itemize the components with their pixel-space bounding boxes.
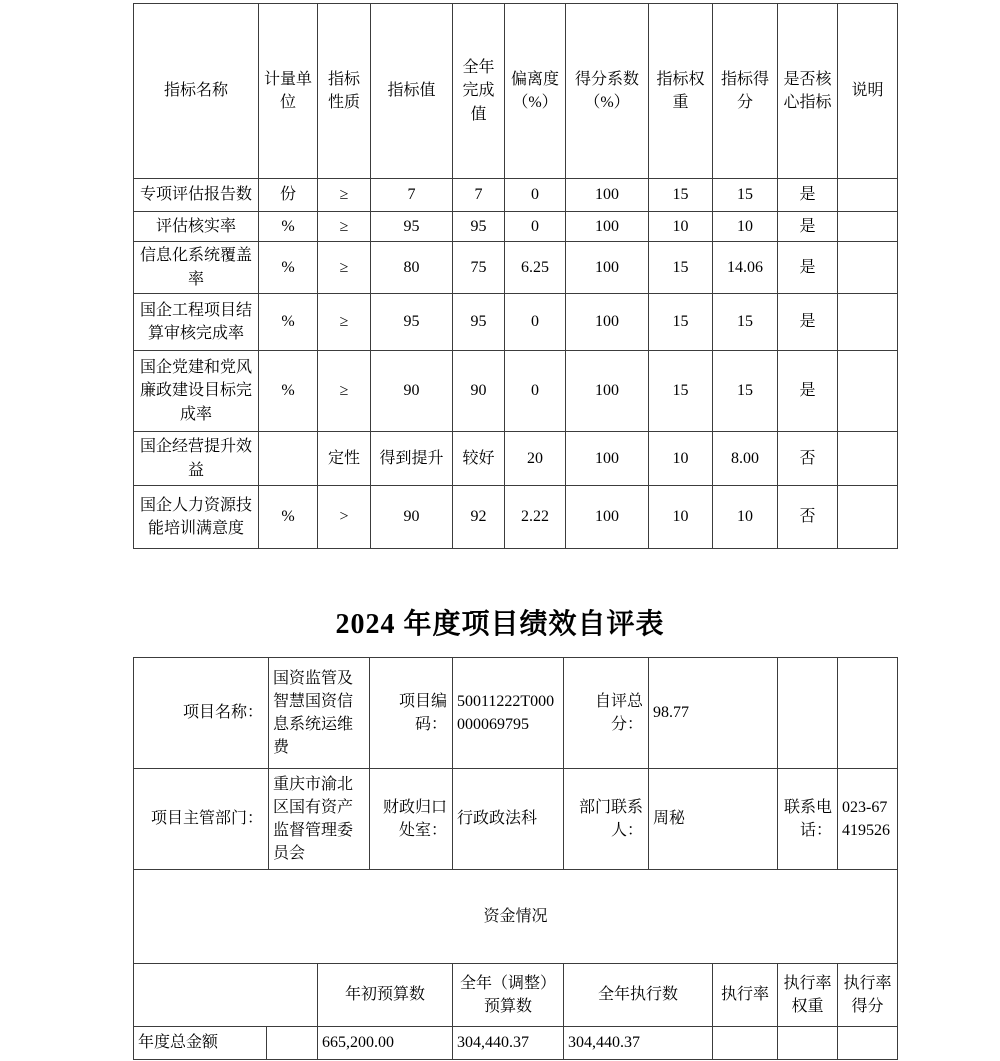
t2-label-cell: 联系电话： xyxy=(778,769,838,870)
t1-cell: 国企经营提升效益 xyxy=(134,432,259,486)
table-row xyxy=(134,1027,898,1060)
table-row xyxy=(134,658,898,769)
t1-header-cell: 是否核心指标 xyxy=(778,4,838,179)
t1-header-cell: 指标值 xyxy=(371,4,453,179)
t1-cell xyxy=(838,212,898,242)
t1-cell: 100 xyxy=(566,179,649,212)
t1-cell: 否 xyxy=(778,486,838,549)
t1-cell: 15 xyxy=(713,179,778,212)
t1-cell: 14.06 xyxy=(713,242,778,294)
t1-cell: 国企党建和党风廉政建设目标完成率 xyxy=(134,351,259,432)
t2-value-cell: 行政政法科 xyxy=(453,769,564,870)
funding-header-cell: 年初预算数 xyxy=(318,964,453,1027)
total-amount-label: 年度总金额 xyxy=(134,1027,267,1060)
t1-cell: 100 xyxy=(566,351,649,432)
table-row xyxy=(134,870,898,964)
project-info-table xyxy=(133,657,898,870)
t1-header-cell: 得分系数（%） xyxy=(566,4,649,179)
funding-header-cell: 全年（调整）预算数 xyxy=(453,964,564,1027)
t2-label-cell: 财政归口处室： xyxy=(370,769,453,870)
t1-cell: 10 xyxy=(713,212,778,242)
funding-cell xyxy=(267,1027,318,1060)
t1-cell: 15 xyxy=(713,351,778,432)
t1-cell: 专项评估报告数 xyxy=(134,179,259,212)
funding-cell xyxy=(838,1027,898,1060)
t1-cell: 0 xyxy=(505,294,566,351)
t1-cell: 15 xyxy=(649,294,713,351)
t1-cell: % xyxy=(259,212,318,242)
t1-cell: 90 xyxy=(371,486,453,549)
t1-cell: 75 xyxy=(453,242,505,294)
table-row xyxy=(134,294,898,351)
t1-cell: 国企工程项目结算审核完成率 xyxy=(134,294,259,351)
t1-cell: 是 xyxy=(778,294,838,351)
t1-header-cell: 全年完成值 xyxy=(453,4,505,179)
funding-header-cell: 全年执行数 xyxy=(564,964,713,1027)
t1-cell: % xyxy=(259,294,318,351)
t1-cell: % xyxy=(259,486,318,549)
t1-cell: 80 xyxy=(371,242,453,294)
t1-cell: 10 xyxy=(713,486,778,549)
table-row xyxy=(134,432,898,486)
indicator-table-wrap xyxy=(133,3,898,549)
t1-cell: 100 xyxy=(566,486,649,549)
table-row xyxy=(134,4,898,179)
title-wrap xyxy=(0,602,1000,642)
t1-cell: 份 xyxy=(259,179,318,212)
table-row xyxy=(134,486,898,549)
t1-header-cell: 偏离度（%） xyxy=(505,4,566,179)
t1-cell: 2.22 xyxy=(505,486,566,549)
t1-cell: 15 xyxy=(649,242,713,294)
t2-label-cell: 部门联系人： xyxy=(564,769,649,870)
t1-cell: 评估核实率 xyxy=(134,212,259,242)
t2-empty-cell xyxy=(778,658,838,769)
t2-value-cell: 周秘 xyxy=(649,769,778,870)
t1-cell: 10 xyxy=(649,486,713,549)
table-row xyxy=(134,769,898,870)
t1-cell: 定性 xyxy=(318,432,371,486)
funding-cell: 304,440.37 xyxy=(564,1027,713,1060)
t1-cell: 100 xyxy=(566,432,649,486)
t2-label-cell: 项目编码： xyxy=(370,658,453,769)
t1-cell: 0 xyxy=(505,179,566,212)
t1-cell: 信息化系统覆盖率 xyxy=(134,242,259,294)
t1-cell: 较好 xyxy=(453,432,505,486)
t1-cell: 6.25 xyxy=(505,242,566,294)
t2-value-cell: 50011222T000000069795 xyxy=(453,658,564,769)
project-table-wrap xyxy=(133,657,898,1060)
t1-cell: 90 xyxy=(371,351,453,432)
table-row xyxy=(134,242,898,294)
t1-cell: 90 xyxy=(453,351,505,432)
t1-cell xyxy=(838,294,898,351)
t2-empty-cell xyxy=(838,658,898,769)
t1-cell: 10 xyxy=(649,432,713,486)
t1-cell: 10 xyxy=(649,212,713,242)
t1-cell: 100 xyxy=(566,212,649,242)
t1-cell xyxy=(838,242,898,294)
t1-cell: 是 xyxy=(778,242,838,294)
t1-cell: 95 xyxy=(371,294,453,351)
funding-header-cell: 执行率 xyxy=(713,964,778,1027)
table-row xyxy=(134,212,898,242)
t1-cell: 100 xyxy=(566,242,649,294)
t2-value-cell: 国资监管及智慧国资信息系统运维费 xyxy=(269,658,370,769)
t1-cell: 否 xyxy=(778,432,838,486)
t2-label-cell: 项目名称： xyxy=(134,658,269,769)
funding-header-cell: 执行率权重 xyxy=(778,964,838,1027)
t1-cell: 是 xyxy=(778,179,838,212)
t1-cell xyxy=(838,179,898,212)
t1-cell: 100 xyxy=(566,294,649,351)
funding-table xyxy=(133,963,898,1060)
t1-cell: ≥ xyxy=(318,179,371,212)
funding-header-cell: 执行率得分 xyxy=(838,964,898,1027)
t1-header-cell: 指标性质 xyxy=(318,4,371,179)
t2-label-cell: 自评总分： xyxy=(564,658,649,769)
t1-cell: 15 xyxy=(713,294,778,351)
t2-value-cell: 98.77 xyxy=(649,658,778,769)
t1-cell: ≥ xyxy=(318,294,371,351)
t1-cell xyxy=(838,351,898,432)
t1-cell: ≥ xyxy=(318,242,371,294)
t2-label-cell: 项目主管部门： xyxy=(134,769,269,870)
t1-cell: ≥ xyxy=(318,212,371,242)
t1-cell: % xyxy=(259,351,318,432)
t1-cell: 15 xyxy=(649,351,713,432)
t1-cell: 8.00 xyxy=(713,432,778,486)
t1-cell: 7 xyxy=(371,179,453,212)
funding-cell: 304,440.37 xyxy=(453,1027,564,1060)
t1-cell: 95 xyxy=(453,212,505,242)
t1-cell: 是 xyxy=(778,212,838,242)
t1-cell: 20 xyxy=(505,432,566,486)
t1-cell: 得到提升 xyxy=(371,432,453,486)
indicator-table xyxy=(133,3,898,549)
table-row xyxy=(134,351,898,432)
t1-cell: ≥ xyxy=(318,351,371,432)
table-row xyxy=(134,179,898,212)
t1-cell: 是 xyxy=(778,351,838,432)
t2-value-cell: 023-67419526 xyxy=(838,769,898,870)
t1-cell: 95 xyxy=(371,212,453,242)
t1-cell: 0 xyxy=(505,351,566,432)
t1-cell: 15 xyxy=(649,179,713,212)
t1-cell: 国企人力资源技能培训满意度 xyxy=(134,486,259,549)
t2-value-cell: 重庆市渝北区国有资产监督管理委员会 xyxy=(269,769,370,870)
t1-cell: 7 xyxy=(453,179,505,212)
funding-cell xyxy=(713,1027,778,1060)
t1-cell xyxy=(838,432,898,486)
t1-cell: > xyxy=(318,486,371,549)
t1-cell: 0 xyxy=(505,212,566,242)
t1-cell xyxy=(838,486,898,549)
t1-header-cell: 计量单位 xyxy=(259,4,318,179)
funding-header-cell xyxy=(134,964,318,1027)
t1-header-cell: 指标名称 xyxy=(134,4,259,179)
funding-cell xyxy=(778,1027,838,1060)
page-title: 2024 年度项目绩效自评表 xyxy=(335,609,665,640)
funding-section-banner xyxy=(133,869,898,964)
t1-cell: 95 xyxy=(453,294,505,351)
t1-cell: 92 xyxy=(453,486,505,549)
t1-cell xyxy=(259,432,318,486)
t1-header-cell: 指标权重 xyxy=(649,4,713,179)
funding-cell: 665,200.00 xyxy=(318,1027,453,1060)
t1-cell: % xyxy=(259,242,318,294)
funding-section-title: 资金情况 xyxy=(134,870,898,964)
t1-header-cell: 说明 xyxy=(838,4,898,179)
table-row xyxy=(134,964,898,1027)
t1-header-cell: 指标得分 xyxy=(713,4,778,179)
